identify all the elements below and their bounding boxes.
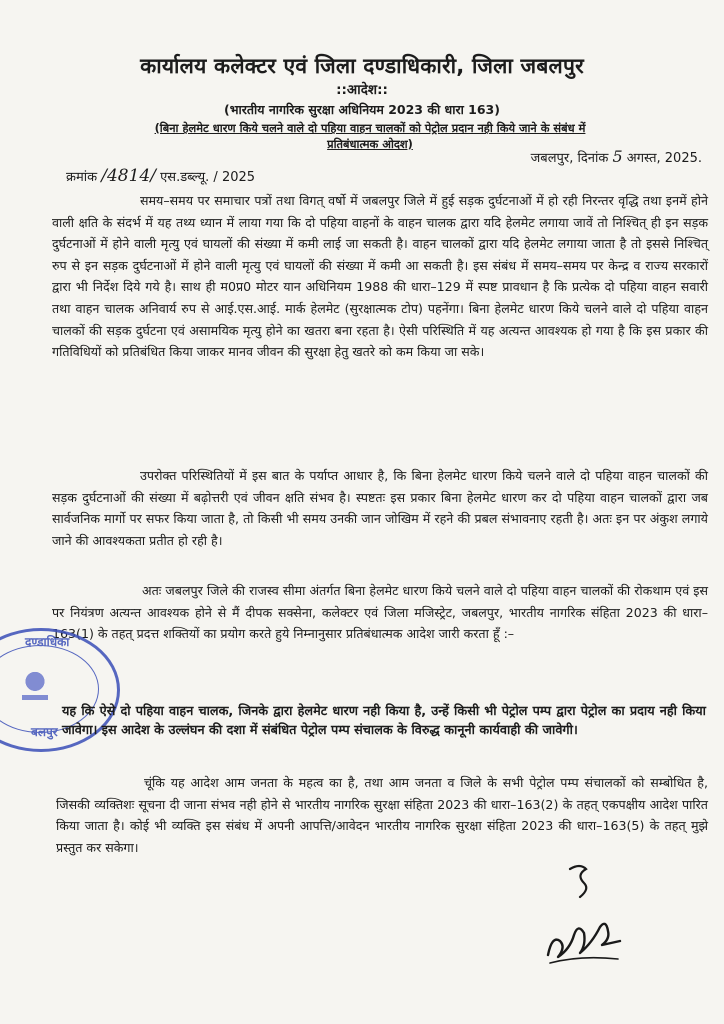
subject-line-2: प्रतिबंधात्मक ओदश): [327, 137, 413, 151]
act-reference: (भारतीय नागरिक सुरक्षा अधिनियम 2023 की धारा 163): [224, 102, 500, 117]
order-heading: ::आदेश::: [336, 82, 388, 98]
date-place: जबलपुर, दिनांक: [530, 151, 609, 166]
seal-text-top: दण्डाधिका: [25, 635, 70, 649]
order-directive: यह कि ऐसे दो पहिया वाहन चालक, जिनके द्वारा हेलमेट धारण नही किया है, उन्हें किसी भी पेट्रोल पम्प द्वारा पेट्रोल का प्रदाय नही किया जावेगा। इस आदेश के उल्लंघन की दशा में संबंधित पेट्रोल पम्प संचालक के विरुद्ध कानूनी कार्यवाही की जावेगी।: [62, 704, 706, 738]
reference-suffix: एस.डब्ल्यू. / 2025: [160, 170, 256, 185]
initial-mark-icon: [566, 861, 596, 901]
body-paragraph-2: उपरोक्त परिस्थितियों में इस बात के पर्याप्त आधार है, कि बिना हेलमेट धारण किये चलने वाले दो पहिया वाहन चालकों की सड़क दुर्घटनाओं की संख्या में बढ़ोत्तरी एवं जीवन क्षति संभव है। स्पष्टतः इस प्रकार बिना हेलमेट धारण कर दो पहिया वाहन चालकों द्वारा जब सार्वजनिक मार्गो पर सफर किया जाता है, तो किसी भी समय उनकी जान जोखिम में रहने की प्रबल संभावनाए रहती है। अतः इन पर अंकुश लगाये जाने की आवश्यकता प्रतीत हो रही है।: [52, 468, 708, 548]
body-paragraph-3: अतः जबलपुर जिले की राजस्व सीमा अंतर्गत बिना हेलमेट धारण किये चलने वाले दो पहिया वाहन चालकों की रोकथाम एवं इस पर नियंत्रण अत्यन्त आवश्यक होने से मैं दीपक सक्सेना, कलेक्टर एवं जिला मजिस्ट्रेट, जबलपुर, भारतीय नागरिक संहिता 2023 की धारा–163(1) के तहत् प्रदत्त शक्तियों का प्रयोग करते हुये निम्नानुसार प्रतिबंधात्मक आदेश जारी करता हूँ :–: [52, 583, 708, 642]
reference-number: [66, 166, 255, 186]
reference-number-handwritten: /4814/: [101, 166, 156, 186]
emblem-icon: [19, 667, 51, 703]
body-paragraph-1: समय–समय पर समाचार पत्रों तथा विगत् वर्षो में जबलपुर जिले में हुई सड़क दुर्घटनाओं में हो रही निरन्तर वृद्धि तथा इनमें होने वाली क्षति के संदर्भ में यह तथ्य ध्यान में लाया गया कि दो पहिया वाहनों के वाहन चालक द्वारा यदि हेलमेट लगाया जावें तो निश्चित् ही इन सड़क दुर्घटनाओं में होने वाली मृत्यु एवं घायलों की संख्या में कमी लाई जा सकती है। वाहन चालकों द्वारा यदि हेलमेट लगाया जाता है तो इससे निश्चित् रुप से इन सड़क दुर्घटनाओं में होने वाली मृत्यु एवं घायलों की संख्या में कमी आ सकती है। इस संबंध में समय–समय पर केन्द्र व राज्य सरकारों द्वारा भी निर्देश दिये गये है। साथ ही म0प्र0 मोटर यान अधिनियम 1988 की धारा–129 में स्पष्ट प्रावधान है कि प्रत्येक दो पहिया वाहन सवारी तथा वाहन चालक अनिवार्य रुप से आई.एस.आई. मार्क हेलमेट (सुरक्षात्मक टोप) पहनेंगा। बिना हेलमेट धारण किये चलने वाले दो पहिया वाहन चालकों की सड़क दुर्घटना एवं असामयिक मृत्यु होने का खतरा बना रहता है। ऐसी परिस्थिति में यह अत्यन्त आवश्यक हो गया है कि इस प्रकार की गतिविधियों को प्रतिबंधित किया जाकर मानव जीवन की सुरक्षा हेतु खतरे को कम किया जा सके।: [52, 193, 708, 360]
signature-icon: [540, 905, 630, 970]
body-paragraph-4: चूंकि यह आदेश आम जनता के महत्व का है, तथा आम जनता व जिले के सभी पेट्रोल पम्प संचालकों को सम्बोधित है, जिसकी व्यक्तिशः सूचना दी जाना संभव नही होने से भारतीय नागरिक सुरक्षा संहिता 2023 की धारा–163(2) के तहत् एकपक्षीय आदेश पारित किया जाता है। कोई भी व्यक्ति इस संबंध में अपनी आपत्ति/आवेदन भारतीय नागरिक सुरक्षा संहिता 2023 की धारा–163(5) के तहत् मुझे प्रस्तुत कर सकेगा।: [56, 775, 708, 855]
order-date: [531, 147, 702, 166]
seal-text-bottom: बलपुर: [31, 725, 58, 739]
date-day-handwritten: 5: [612, 147, 623, 166]
office-title: कार्यालय कलेक्टर एवं जिला दण्डाधिकारी, जिला जबलपुर: [140, 54, 584, 78]
subject-line-1: (बिना हेलमेट धारण किये चलने वाले दो पहिया वाहन चालकों को पेट्रोल प्रदान नही किये जाने के संबंध में: [154, 121, 586, 135]
reference-prefix: क्रमांक: [66, 170, 98, 185]
date-rest: अगस्त, 2025.: [626, 151, 702, 166]
